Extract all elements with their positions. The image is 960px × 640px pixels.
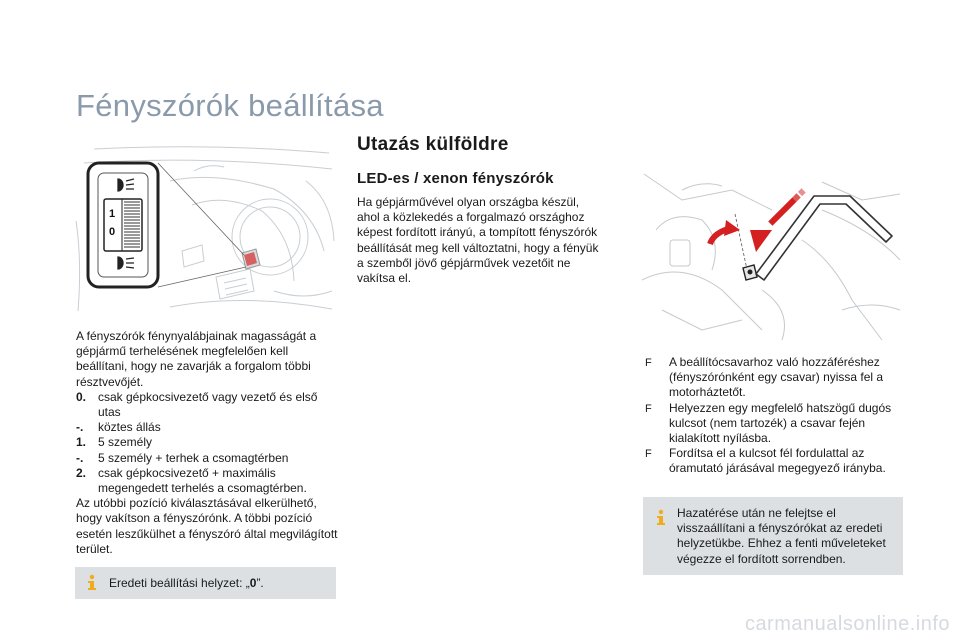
engine-bay-illustration (642, 170, 903, 346)
position-text: 5 személy (98, 435, 153, 450)
reset-reminder-text: Hazatérése után ne felejtse el visszaállítani a fényszórókat az eredeti helyzetükbe. Ehhez a fenti műveleteket végezze el fordított sorrendben. (677, 506, 886, 566)
section-title: Utazás külföldre (357, 134, 509, 155)
position-text: csak gépkocsivezető + maximális megengedett terhelés a csomagtérben. (98, 465, 307, 496)
dial-label-top: 1 (108, 208, 116, 220)
right-steps (645, 355, 903, 477)
position-label: 0. (76, 389, 87, 404)
bullet-arrow-icon: F (645, 448, 652, 461)
position-item (76, 466, 338, 496)
dashboard-illustration (74, 141, 336, 315)
intro-text: A fényszórók fénynyalábjainak magasságát a gépjármű terhelésének megfelelően kell beállítani, hogy ne zavarják a forgalom többi résztvevőjét. (76, 329, 317, 389)
info-icon (654, 509, 668, 526)
outro-text: Az utóbbi pozíció kiválasztásával elkerülhető, hogy vakítson a fényszórónk. A többi pozíció esetén leszűkülhet a fényszóró által megvilágított terület. (76, 496, 338, 556)
reset-reminder-note (643, 497, 903, 575)
headlamp-dial-figure (74, 141, 336, 315)
position-label: 2. (76, 465, 87, 480)
step-text: Fordítsa el a kulcsot fél fordulattal az óramutató járásával megegyező irányba. (669, 446, 886, 476)
position-label: -. (76, 450, 84, 465)
left-column (76, 329, 338, 557)
bullet-arrow-icon: F (645, 402, 652, 415)
info-icon (85, 574, 99, 591)
position-item (76, 451, 338, 466)
position-label: 1. (76, 435, 87, 450)
step-text: A beállítócsavarhoz való hozzáféréshez (fényszórónként egy csavar) nyissa fel a motorháztetőt. (669, 355, 884, 400)
page-title: Fényszórók beállítása (76, 88, 384, 123)
middle-intro: Ha gépjárművével olyan országba készül, ahol a közlekedés a forgalmazó országhoz képest fordított irányú, a tompított fényszórók beállítását meg kell változtatni, hogy a fényük a szemből jövő gépjárművek vezetőit ne vakítsa el. (357, 195, 599, 286)
position-item (76, 390, 338, 420)
position-text: 5 személy + terhek a csomagtérben (98, 450, 289, 465)
position-item (76, 420, 338, 435)
subsection-title: LED-es / xenon fényszórók (357, 170, 554, 187)
step-text: Helyezzen egy megfelelő hatszögű dugós kulcsot (nem tartozék) a csavar fején kialakított nyílásba. (669, 400, 892, 446)
watermark: carmanualsonline.info (744, 613, 950, 635)
default-position-note (75, 567, 336, 599)
position-item (76, 435, 338, 450)
note-suffix: ”. (256, 576, 264, 590)
headlamp-screw-figure (642, 170, 903, 346)
position-label: -. (76, 420, 84, 435)
dial-label-bottom: 0 (108, 226, 116, 238)
note-value: 0 (249, 576, 257, 590)
note-prefix: Eredeti beállítási helyzet: „ (109, 576, 250, 590)
step-item (645, 401, 903, 447)
step-item (645, 355, 903, 401)
step-item (645, 446, 903, 476)
position-text: csak gépkocsivezető vagy vezető és első utas (98, 389, 318, 420)
bullet-arrow-icon: F (645, 357, 652, 369)
position-text: köztes állás (98, 420, 161, 435)
